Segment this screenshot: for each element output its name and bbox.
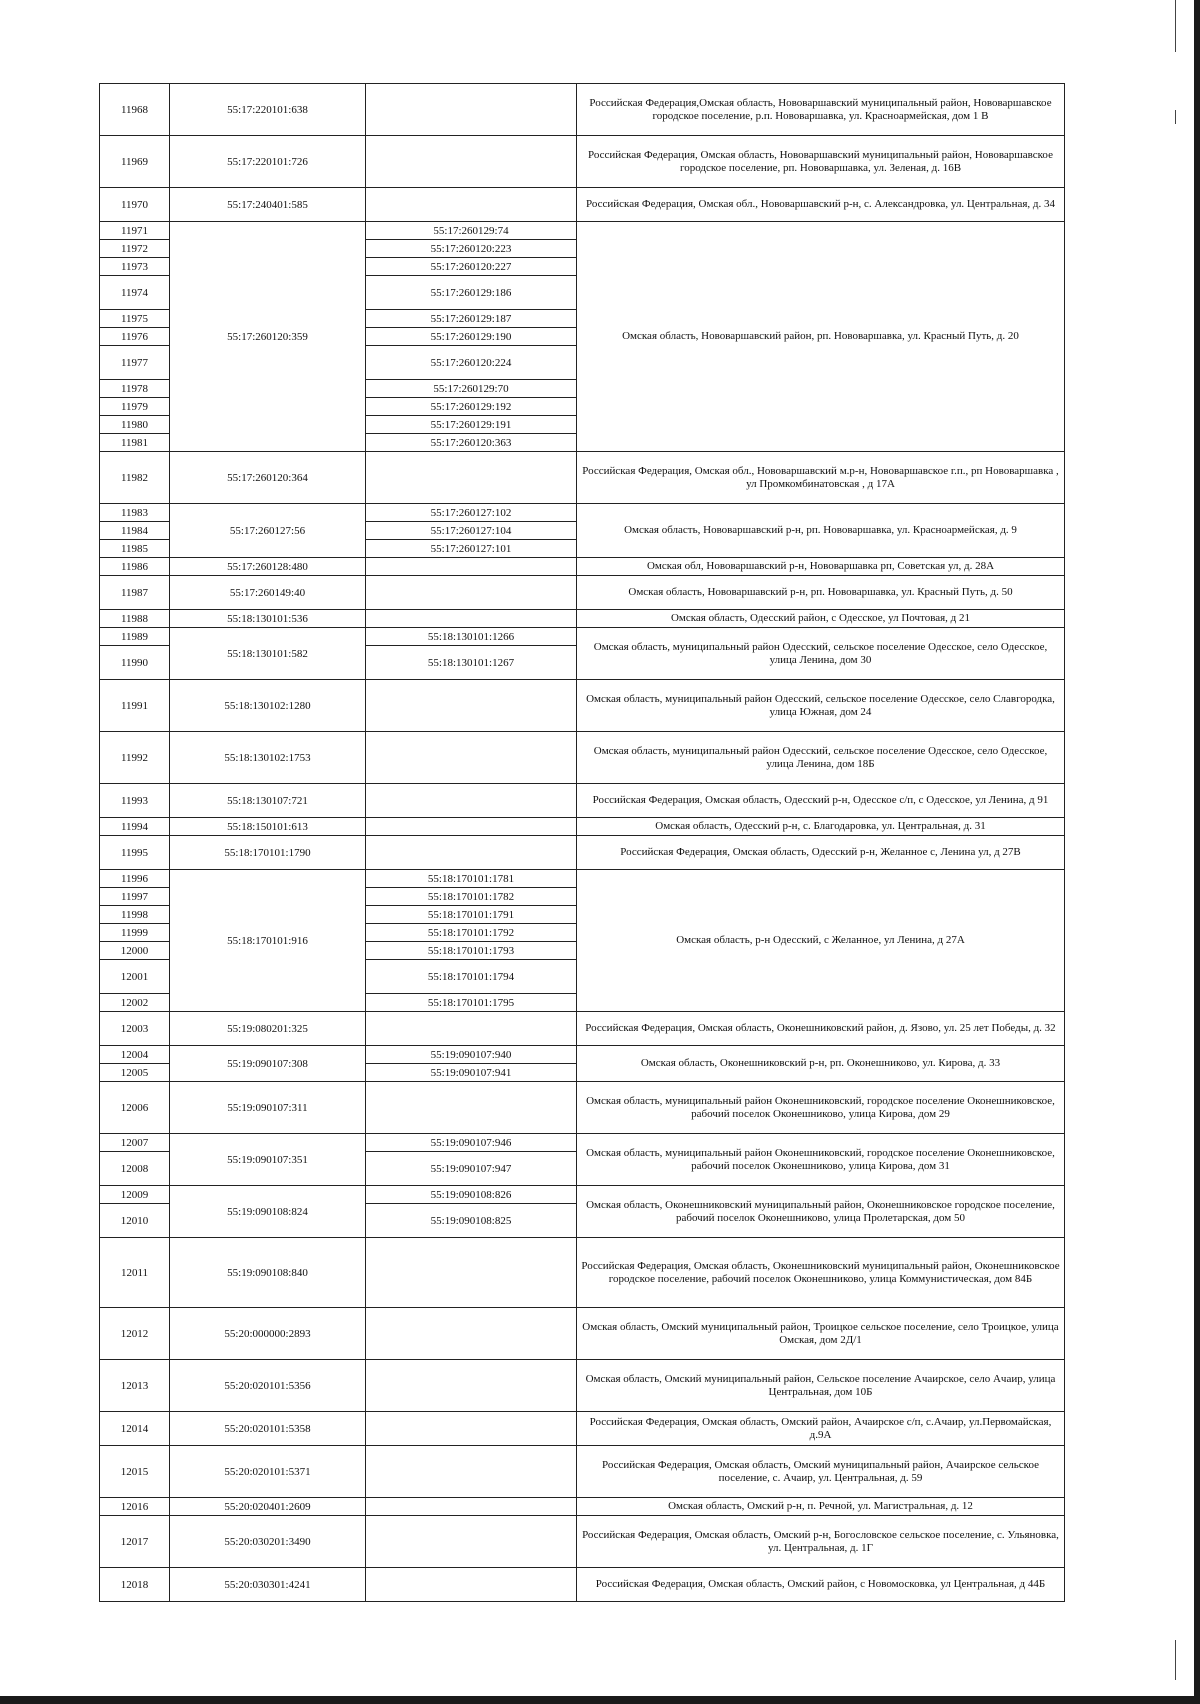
related-object-number-cell: 55:18:170101:1792 <box>366 924 577 942</box>
row-number-cell: 11977 <box>100 346 170 380</box>
row-number-cell: 11990 <box>100 646 170 680</box>
address-cell: Российская Федерация, Омская область, Омский район, с Новомосковка, ул Центральная, д 44Б <box>577 1568 1065 1602</box>
cadastral-number-cell: 55:17:220101:726 <box>170 136 366 188</box>
row-number-cell: 12014 <box>100 1412 170 1446</box>
table-row <box>100 1498 1065 1516</box>
scan-edge-mark <box>1175 0 1176 52</box>
row-number-cell: 11973 <box>100 258 170 276</box>
address-cell: Российская Федерация, Омская обл., Нововаршавский м.р-н, Нововаршавское г.п., рп Нововаршавка , ул Промкомбинатовская , д 17А <box>577 452 1065 504</box>
row-number-cell: 12017 <box>100 1516 170 1568</box>
related-object-number-cell: 55:17:260120:363 <box>366 434 577 452</box>
cadastral-number-cell: 55:18:130101:536 <box>170 610 366 628</box>
row-number-cell: 11979 <box>100 398 170 416</box>
table-row <box>100 680 1065 732</box>
address-cell: Омская область, муниципальный район Одесский, сельское поселение Одесское, село Славгородка, улица Южная, дом 24 <box>577 680 1065 732</box>
row-number-cell: 12002 <box>100 994 170 1012</box>
table-row <box>100 576 1065 610</box>
row-number-cell: 12000 <box>100 942 170 960</box>
row-number-cell: 11988 <box>100 610 170 628</box>
row-number-cell: 12009 <box>100 1186 170 1204</box>
related-object-number-cell: 55:17:260127:102 <box>366 504 577 522</box>
address-cell: Омская область, Нововаршавский р-н, рп. Нововаршавка, ул. Красноармейская, д. 9 <box>577 504 1065 558</box>
cadastral-number-cell: 55:17:260120:359 <box>170 222 366 452</box>
related-object-number-cell: 55:19:090107:940 <box>366 1046 577 1064</box>
row-number-cell: 11981 <box>100 434 170 452</box>
cadastral-number-cell: 55:19:090107:351 <box>170 1134 366 1186</box>
related-object-number-cell: 55:18:170101:1781 <box>366 870 577 888</box>
cadastral-number-cell: 55:20:030201:3490 <box>170 1516 366 1568</box>
address-cell: Российская Федерация, Омская область, Нововаршавский муниципальный район, Нововаршавское городское поселение, рп. Нововаршавка, ул. Зеленая, д. 16В <box>577 136 1065 188</box>
cadastral-number-cell: 55:20:020101:5371 <box>170 1446 366 1498</box>
row-number-cell: 11993 <box>100 784 170 818</box>
related-object-number-cell: 55:18:130101:1266 <box>366 628 577 646</box>
table-row <box>100 452 1065 504</box>
cadastral-number-cell: 55:17:220101:638 <box>170 84 366 136</box>
cadastral-number-cell: 55:18:130101:582 <box>170 628 366 680</box>
row-number-cell: 11996 <box>100 870 170 888</box>
address-cell: Омская область, муниципальный район Оконешниковский, городское поселение Оконешниковское, рабочий поселок Оконешниково, улица Кирова, дом 31 <box>577 1134 1065 1186</box>
scan-edge-mark <box>1175 110 1176 124</box>
related-object-number-cell: 55:17:260129:186 <box>366 276 577 310</box>
related-object-number-cell: 55:19:090108:826 <box>366 1186 577 1204</box>
table-row <box>100 558 1065 576</box>
row-number-cell: 11969 <box>100 136 170 188</box>
table-row <box>100 1134 1065 1152</box>
row-number-cell: 11982 <box>100 452 170 504</box>
related-object-number-cell <box>366 784 577 818</box>
row-number-cell: 12004 <box>100 1046 170 1064</box>
row-number-cell: 11994 <box>100 818 170 836</box>
row-number-cell: 11983 <box>100 504 170 522</box>
address-cell: Российская Федерация, Омская область, Омский район, Ачаирское с/п, с.Ачаир, ул.Первомайская, д.9А <box>577 1412 1065 1446</box>
row-number-cell: 12018 <box>100 1568 170 1602</box>
row-number-cell: 11984 <box>100 522 170 540</box>
related-object-number-cell: 55:19:090108:825 <box>366 1204 577 1238</box>
related-object-number-cell <box>366 1308 577 1360</box>
address-cell: Омская область, Оконешниковский р-н, рп. Оконешниково, ул. Кирова, д. 33 <box>577 1046 1065 1082</box>
address-cell: Омская область, Омский р-н, п. Речной, ул. Магистральная, д. 12 <box>577 1498 1065 1516</box>
row-number-cell: 11970 <box>100 188 170 222</box>
related-object-number-cell <box>366 452 577 504</box>
related-object-number-cell: 55:18:130101:1267 <box>366 646 577 680</box>
cadastral-number-cell: 55:18:130107:721 <box>170 784 366 818</box>
related-object-number-cell <box>366 1446 577 1498</box>
table-row <box>100 1360 1065 1412</box>
related-object-number-cell <box>366 1012 577 1046</box>
row-number-cell: 11992 <box>100 732 170 784</box>
row-number-cell: 12013 <box>100 1360 170 1412</box>
row-number-cell: 11980 <box>100 416 170 434</box>
table-row <box>100 732 1065 784</box>
row-number-cell: 12006 <box>100 1082 170 1134</box>
row-number-cell: 11998 <box>100 906 170 924</box>
row-number-cell: 11986 <box>100 558 170 576</box>
address-cell: Российская Федерация, Омская область, Омский р-н, Богословское сельское поселение, с. Ульяновка, ул. Центральная, д. 1Г <box>577 1516 1065 1568</box>
row-number-cell: 11974 <box>100 276 170 310</box>
address-cell: Российская Федерация, Омская область, Оконешниковский район, д. Язово, ул. 25 лет Победы, д. 32 <box>577 1012 1065 1046</box>
row-number-cell: 11987 <box>100 576 170 610</box>
related-object-number-cell <box>366 576 577 610</box>
address-cell: Омская область, Одесский р-н, с. Благодаровка, ул. Центральная, д. 31 <box>577 818 1065 836</box>
cadastral-number-cell: 55:18:150101:613 <box>170 818 366 836</box>
table-row <box>100 1308 1065 1360</box>
row-number-cell: 12012 <box>100 1308 170 1360</box>
register-body <box>100 84 1065 1602</box>
related-object-number-cell: 55:19:090107:941 <box>366 1064 577 1082</box>
related-object-number-cell: 55:17:260120:224 <box>366 346 577 380</box>
row-number-cell: 11972 <box>100 240 170 258</box>
address-cell: Омская область, р-н Одесский, с Желанное, ул Ленина, д 27А <box>577 870 1065 1012</box>
cadastral-number-cell: 55:19:090107:311 <box>170 1082 366 1134</box>
related-object-number-cell <box>366 558 577 576</box>
related-object-number-cell <box>366 836 577 870</box>
table-row <box>100 818 1065 836</box>
address-cell: Омская область, муниципальный район Одесский, сельское поселение Одесское, село Одесское, улица Ленина, дом 30 <box>577 628 1065 680</box>
cadastral-number-cell: 55:18:130102:1753 <box>170 732 366 784</box>
cadastral-number-cell: 55:17:260128:480 <box>170 558 366 576</box>
address-cell: Омская область, Омский муниципальный район, Сельское поселение Ачаирское, село Ачаир, улица Центральная, дом 10Б <box>577 1360 1065 1412</box>
row-number-cell: 12016 <box>100 1498 170 1516</box>
cadastral-number-cell: 55:17:260127:56 <box>170 504 366 558</box>
row-number-cell: 11978 <box>100 380 170 398</box>
related-object-number-cell <box>366 680 577 732</box>
row-number-cell: 11985 <box>100 540 170 558</box>
related-object-number-cell: 55:17:260127:101 <box>366 540 577 558</box>
related-object-number-cell <box>366 188 577 222</box>
cadastral-number-cell: 55:20:020101:5356 <box>170 1360 366 1412</box>
table-row <box>100 222 1065 240</box>
table-row <box>100 1412 1065 1446</box>
related-object-number-cell: 55:17:260129:192 <box>366 398 577 416</box>
related-object-number-cell: 55:17:260120:227 <box>366 258 577 276</box>
cadastral-number-cell: 55:19:090108:840 <box>170 1238 366 1308</box>
related-object-number-cell: 55:18:170101:1782 <box>366 888 577 906</box>
address-cell: Российская Федерация, Омская область, Омский муниципальный район, Ачаирское сельское поселение, с. Ачаир, ул. Центральная, д. 59 <box>577 1446 1065 1498</box>
address-cell: Омская область, Омский муниципальный район, Троицкое сельское поселение, село Троицкое, улица Омская, дом 2Д/1 <box>577 1308 1065 1360</box>
cadastral-number-cell: 55:18:170101:916 <box>170 870 366 1012</box>
scan-edge-mark <box>1175 1640 1176 1680</box>
address-cell: Омская обл, Нововаршавский р-н, Нововаршавка рп, Советская ул, д. 28А <box>577 558 1065 576</box>
related-object-number-cell: 55:17:260129:74 <box>366 222 577 240</box>
related-object-number-cell: 55:18:170101:1795 <box>366 994 577 1012</box>
property-register-table <box>99 83 1065 1602</box>
related-object-number-cell: 55:19:090107:947 <box>366 1152 577 1186</box>
cadastral-number-cell: 55:20:020401:2609 <box>170 1498 366 1516</box>
related-object-number-cell: 55:17:260129:191 <box>366 416 577 434</box>
table-row <box>100 136 1065 188</box>
row-number-cell: 11976 <box>100 328 170 346</box>
table-row <box>100 188 1065 222</box>
row-number-cell: 11997 <box>100 888 170 906</box>
row-number-cell: 11975 <box>100 310 170 328</box>
cadastral-number-cell: 55:19:090107:308 <box>170 1046 366 1082</box>
table-row <box>100 504 1065 522</box>
row-number-cell: 11971 <box>100 222 170 240</box>
related-object-number-cell: 55:18:170101:1793 <box>366 942 577 960</box>
address-cell: Российская Федерация, Омская область, Оконешниковский муниципальный район, Оконешниковское городское поселение, рабочий поселок Оконешниково, улица Коммунистическая, дом 84Б <box>577 1238 1065 1308</box>
table-row <box>100 784 1065 818</box>
cadastral-number-cell: 55:18:170101:1790 <box>170 836 366 870</box>
related-object-number-cell <box>366 610 577 628</box>
address-cell: Омская область, Одесский район, с Одесское, ул Почтовая, д 21 <box>577 610 1065 628</box>
related-object-number-cell: 55:19:090107:946 <box>366 1134 577 1152</box>
table-row <box>100 1446 1065 1498</box>
cadastral-number-cell: 55:17:240401:585 <box>170 188 366 222</box>
cadastral-number-cell: 55:20:020101:5358 <box>170 1412 366 1446</box>
related-object-number-cell <box>366 1568 577 1602</box>
related-object-number-cell: 55:17:260129:187 <box>366 310 577 328</box>
related-object-number-cell <box>366 818 577 836</box>
table-row <box>100 1516 1065 1568</box>
address-cell: Омская область, Нововаршавский район, рп. Нововаршавка, ул. Красный Путь, д. 20 <box>577 222 1065 452</box>
related-object-number-cell: 55:17:260129:70 <box>366 380 577 398</box>
row-number-cell: 12001 <box>100 960 170 994</box>
table-row <box>100 1238 1065 1308</box>
row-number-cell: 12005 <box>100 1064 170 1082</box>
related-object-number-cell <box>366 1412 577 1446</box>
cadastral-number-cell: 55:19:090108:824 <box>170 1186 366 1238</box>
related-object-number-cell <box>366 136 577 188</box>
table-row <box>100 836 1065 870</box>
row-number-cell: 12010 <box>100 1204 170 1238</box>
table-row <box>100 628 1065 646</box>
related-object-number-cell <box>366 1082 577 1134</box>
cadastral-number-cell: 55:17:260120:364 <box>170 452 366 504</box>
table-row <box>100 84 1065 136</box>
cadastral-number-cell: 55:18:130102:1280 <box>170 680 366 732</box>
related-object-number-cell: 55:18:170101:1794 <box>366 960 577 994</box>
related-object-number-cell: 55:17:260120:223 <box>366 240 577 258</box>
address-cell: Омская область, Оконешниковский муниципальный район, Оконешниковское городское поселение, рабочий поселок Оконешниково, улица Пролетарская, дом 50 <box>577 1186 1065 1238</box>
row-number-cell: 11995 <box>100 836 170 870</box>
cadastral-number-cell: 55:19:080201:325 <box>170 1012 366 1046</box>
row-number-cell: 11999 <box>100 924 170 942</box>
row-number-cell: 11968 <box>100 84 170 136</box>
address-cell: Российская Федерация,Омская область, Нововаршавский муниципальный район, Нововаршавское городское поселение, р.п. Нововаршавка, ул. Красноармейская, дом 1 В <box>577 84 1065 136</box>
related-object-number-cell <box>366 1360 577 1412</box>
related-object-number-cell: 55:18:170101:1791 <box>366 906 577 924</box>
related-object-number-cell <box>366 732 577 784</box>
row-number-cell: 11989 <box>100 628 170 646</box>
related-object-number-cell <box>366 1498 577 1516</box>
table-row <box>100 870 1065 888</box>
table-row <box>100 1082 1065 1134</box>
address-cell: Омская область, Нововаршавский р-н, рп. Нововаршавка, ул. Красный Путь, д. 50 <box>577 576 1065 610</box>
table-row <box>100 1046 1065 1064</box>
related-object-number-cell <box>366 1516 577 1568</box>
row-number-cell: 12007 <box>100 1134 170 1152</box>
cadastral-number-cell: 55:17:260149:40 <box>170 576 366 610</box>
address-cell: Российская Федерация, Омская область, Одесский р-н, Одесское с/п, с Одесское, ул Ленина, д 91 <box>577 784 1065 818</box>
row-number-cell: 12008 <box>100 1152 170 1186</box>
related-object-number-cell: 55:17:260127:104 <box>366 522 577 540</box>
cadastral-number-cell: 55:20:000000:2893 <box>170 1308 366 1360</box>
related-object-number-cell <box>366 84 577 136</box>
address-cell: Омская область, муниципальный район Одесский, сельское поселение Одесское, село Одесское, улица Ленина, дом 18Б <box>577 732 1065 784</box>
row-number-cell: 11991 <box>100 680 170 732</box>
related-object-number-cell <box>366 1238 577 1308</box>
table-row <box>100 1186 1065 1204</box>
address-cell: Российская Федерация, Омская обл., Нововаршавский р-н, с. Александровка, ул. Центральная, д. 34 <box>577 188 1065 222</box>
address-cell: Омская область, муниципальный район Оконешниковский, городское поселение Оконешниковское, рабочий поселок Оконешниково, улица Кирова, дом 29 <box>577 1082 1065 1134</box>
related-object-number-cell: 55:17:260129:190 <box>366 328 577 346</box>
table-row <box>100 1012 1065 1046</box>
address-cell: Российская Федерация, Омская область, Одесский р-н, Желанное с, Ленина ул, д 27В <box>577 836 1065 870</box>
row-number-cell: 12003 <box>100 1012 170 1046</box>
table-row <box>100 610 1065 628</box>
table-row <box>100 1568 1065 1602</box>
row-number-cell: 12011 <box>100 1238 170 1308</box>
row-number-cell: 12015 <box>100 1446 170 1498</box>
cadastral-number-cell: 55:20:030301:4241 <box>170 1568 366 1602</box>
